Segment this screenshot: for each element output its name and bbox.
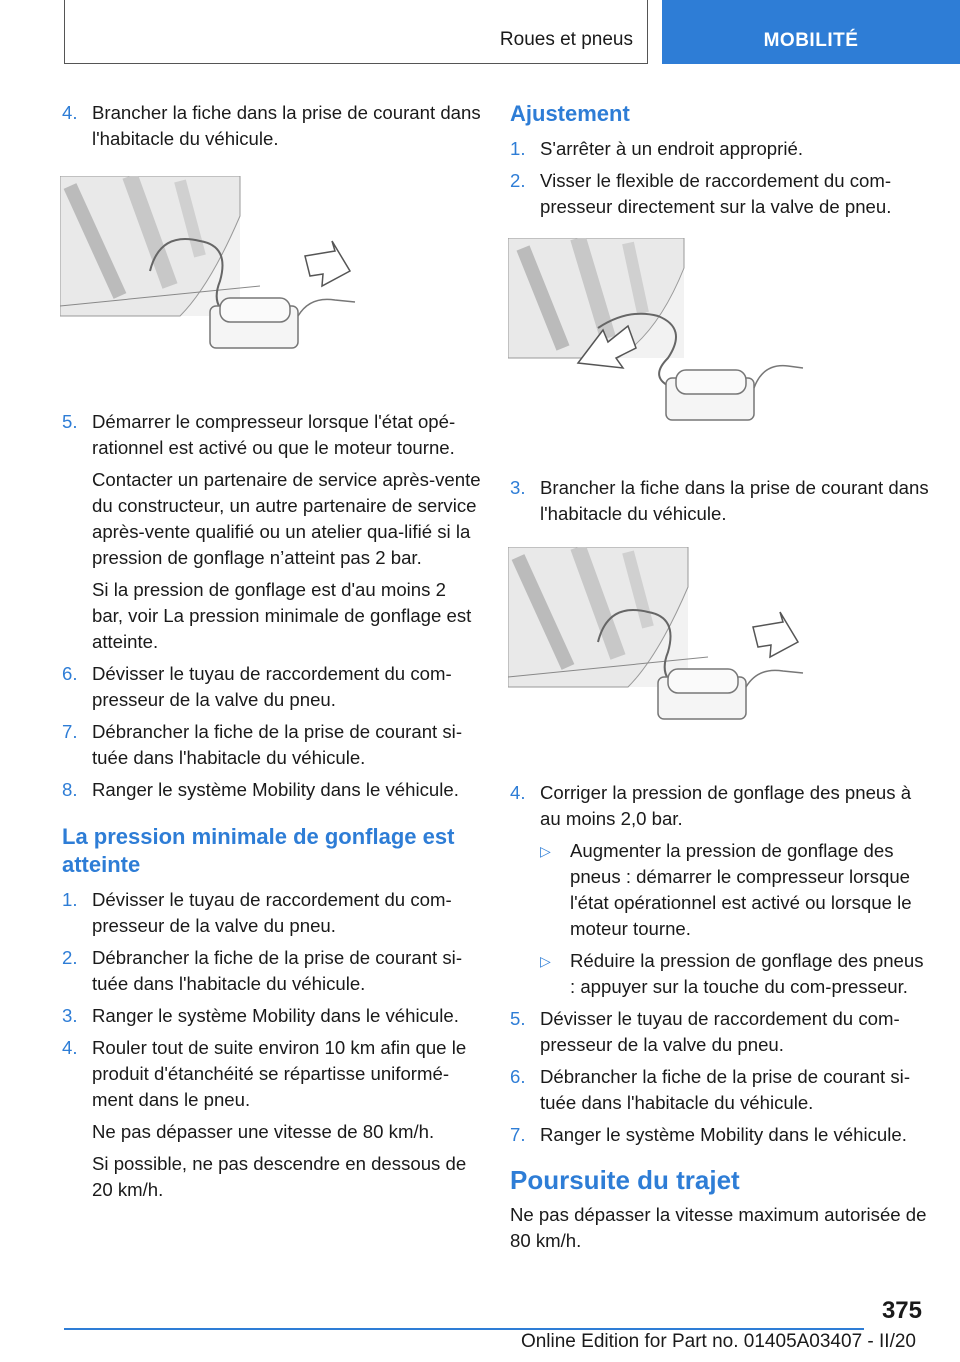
step-text: Visser le flexible de raccordement du com-presseur directement sur la valve de pneu. (540, 170, 892, 217)
step-item (62, 777, 482, 803)
page-number: 375 (881, 1297, 922, 1324)
step-text: Si possible, ne pas descendre en dessous de 20 km/h. (92, 1153, 467, 1200)
step-text: Corriger la pression de gonflage des pneus à au moins 2,0 bar. (540, 782, 912, 829)
step-number: 5. (510, 1008, 526, 1029)
step-item (510, 780, 930, 1000)
compressor-plug-illustration (508, 547, 808, 747)
step-text: Ne pas dépasser une vitesse de 80 km/h. (92, 1121, 435, 1142)
step-item (62, 661, 482, 713)
chapter-title: MOBILITÉ (763, 30, 859, 51)
compressor-illustration (60, 176, 482, 381)
step-number: 4. (510, 782, 526, 803)
right-steps-c (510, 1006, 930, 1148)
right-steps-b (510, 475, 930, 527)
right-steps-a (510, 136, 930, 220)
step-item (510, 1064, 930, 1116)
sub-item-text: Réduire la pression de gonflage des pneus : appuyer sur la touche du com-presseur. (570, 950, 924, 997)
section-heading-adjust: Ajustement (510, 101, 630, 126)
step-text: S'arrêter à un endroit approprié. (540, 138, 803, 159)
step-item (510, 136, 930, 162)
section-heading-min-pressure: La pression minimale de gonflage est atteinte (62, 824, 455, 877)
left-steps-a (62, 100, 482, 152)
step-text: Démarrer le compresseur lorsque l'état opé-rationnel est activé ou que le moteur tourne. (92, 411, 456, 458)
step-text: Ranger le système Mobility dans le véhicule. (92, 779, 459, 800)
step-item (510, 168, 930, 220)
step-text: Rouler tout de suite environ 10 km afin que le produit d'étanchéité se répartisse uniformé-ment dans le pneu. (92, 1037, 467, 1110)
step-item (62, 719, 482, 771)
section-heading-continue: Poursuite du trajet (510, 1165, 740, 1195)
valve-illustration (508, 238, 930, 443)
step-item (510, 1122, 930, 1148)
step-number: 8. (62, 779, 78, 800)
step-number: 1. (510, 138, 526, 159)
triangle-bullet-icon: ▷ (540, 843, 551, 859)
step-item (510, 475, 930, 527)
step-number: 3. (62, 1005, 78, 1026)
step-item (62, 1003, 482, 1029)
step-text: Si la pression de gonflage est d'au moins 2 bar, voir La pression minimale de gonflage est atteinte. (92, 579, 472, 652)
step-item (62, 409, 482, 655)
step-number: 1. (62, 889, 78, 910)
step-text: Dévisser le tuyau de raccordement du com-presseur de la valve du pneu. (540, 1008, 900, 1055)
final-paragraph: Ne pas dépasser la vitesse maximum autorisée de 80 km/h. (510, 1204, 927, 1251)
edition-text: Online Edition for Part no. 01405A03407 - II/20 (520, 1331, 916, 1352)
left-steps-c (62, 887, 482, 1203)
step-text: Contacter un partenaire de service après-vente du constructeur, un autre partenaire de service après-vente qualifié ou un atelier qua-lifié si la pression de gonflage n’atteint pas 2 bar. (92, 469, 481, 568)
sub-item (540, 838, 930, 942)
step-item (62, 887, 482, 939)
compressor-wheel-illustration (60, 176, 360, 376)
page-header (0, 0, 960, 66)
step-number: 6. (62, 663, 78, 684)
step-item (62, 945, 482, 997)
left-steps-b (62, 409, 482, 803)
step-number: 2. (510, 170, 526, 191)
step-text: Ranger le système Mobility dans le véhicule. (540, 1124, 907, 1145)
step-text: Brancher la fiche dans la prise de courant dans l'habitacle du véhicule. (92, 102, 481, 149)
step-text: Brancher la fiche dans la prise de courant dans l'habitacle du véhicule. (540, 477, 929, 524)
valve-connection-illustration (508, 238, 808, 438)
step-number: 3. (510, 477, 526, 498)
step-text: Débrancher la fiche de la prise de courant si-tuée dans l'habitacle du véhicule. (540, 1066, 911, 1113)
section-tab (64, 0, 648, 64)
footer-divider (64, 1328, 864, 1330)
step-number: 5. (62, 411, 78, 432)
step-number: 7. (62, 721, 78, 742)
step-number: 2. (62, 947, 78, 968)
right-column (510, 100, 930, 1254)
step-item (62, 100, 482, 152)
step-item (62, 1035, 482, 1203)
step-number: 4. (62, 1037, 78, 1058)
step-text: Dévisser le tuyau de raccordement du com-presseur de la valve du pneu. (92, 663, 452, 710)
step-number: 7. (510, 1124, 526, 1145)
step-number: 4. (62, 102, 78, 123)
chapter-tab (662, 0, 960, 64)
step-text: Débrancher la fiche de la prise de courant si-tuée dans l'habitacle du véhicule. (92, 947, 463, 994)
step-text: Ranger le système Mobility dans le véhicule. (92, 1005, 459, 1026)
sub-item-text: Augmenter la pression de gonflage des pneus : démarrer le compresseur lorsque l'état opérationnel est activé ou lorsque le moteur tourne. (570, 840, 912, 939)
section-title: Roues et pneus (499, 29, 633, 50)
step-item (510, 1006, 930, 1058)
step-number: 6. (510, 1066, 526, 1087)
sub-item (540, 948, 930, 1000)
left-column (62, 100, 482, 1209)
plug-illustration (508, 547, 930, 752)
step-text: Dévisser le tuyau de raccordement du com-presseur de la valve du pneu. (92, 889, 452, 936)
triangle-bullet-icon: ▷ (540, 953, 551, 969)
step-text: Débrancher la fiche de la prise de courant si-tuée dans l'habitacle du véhicule. (92, 721, 463, 768)
